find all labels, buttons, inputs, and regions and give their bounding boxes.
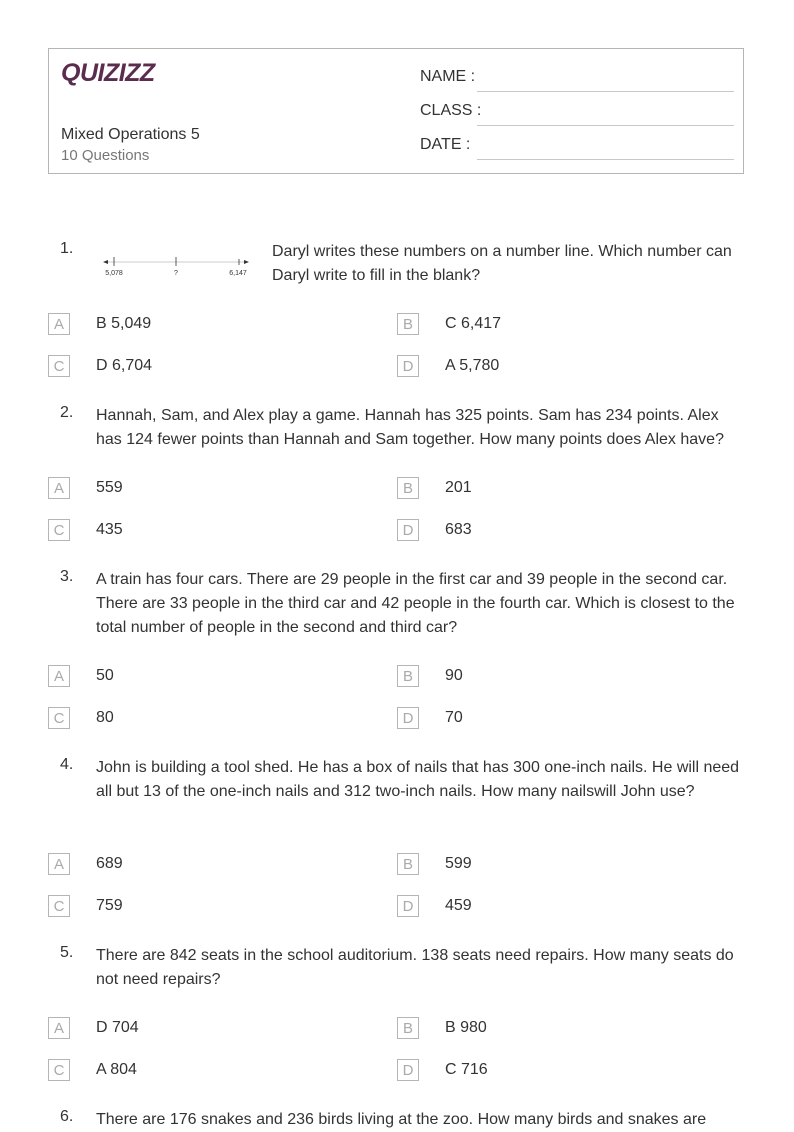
- option-letter: C: [48, 519, 70, 541]
- option-letter: A: [48, 313, 70, 335]
- worksheet-header: [48, 48, 744, 174]
- option-text: C 6,417: [445, 315, 502, 332]
- question-text: John is building a tool shed. He has a box of nails that has 300 one-inch nails. He will need all but 13 of the one-inch nails and 312 two-inch nails. How many nailswill John use?: [96, 759, 740, 800]
- option-letter: C: [48, 1059, 70, 1081]
- option-text: 80: [96, 709, 114, 726]
- option-text: A 5,780: [445, 357, 500, 374]
- option-text: 201: [445, 479, 472, 496]
- option-text: 70: [445, 709, 463, 726]
- option-text: D 6,704: [96, 357, 153, 374]
- option-text: 599: [445, 855, 472, 872]
- option-text: 689: [96, 855, 123, 872]
- option-letter: B: [397, 665, 419, 687]
- option-letter: D: [397, 519, 419, 541]
- option-letter: B: [397, 313, 419, 335]
- number-line-blank-label: ?: [174, 270, 178, 277]
- option-text: B 5,049: [96, 315, 152, 332]
- name-field[interactable]: [420, 66, 734, 92]
- option-letter: D: [397, 1059, 419, 1081]
- option-text: B 980: [445, 1019, 487, 1036]
- number-line-left-label: 5,078: [105, 270, 123, 277]
- option-text: 759: [96, 897, 123, 914]
- option-letter: A: [48, 1017, 70, 1039]
- date-field[interactable]: [420, 134, 734, 160]
- option-letter: B: [397, 853, 419, 875]
- question-number: 4.: [60, 756, 74, 773]
- option-letter: B: [397, 477, 419, 499]
- question-text: A train has four cars. There are 29 people in the first car and 39 people in the second car. There are 33 people in the third car and 42 people in the fourth car. Which is closest to the total number of people in the second and third car?: [96, 571, 735, 636]
- option-text: 90: [445, 667, 463, 684]
- question-text: There are 842 seats in the school auditorium. 138 seats need repairs. How many seats do not need repairs?: [96, 947, 734, 988]
- quizizz-logo: QUIZIZZ: [61, 59, 155, 87]
- option-letter: A: [48, 665, 70, 687]
- question-text: There are 176 snakes and 236 birds living at the zoo. How many birds and snakes are: [96, 1111, 707, 1128]
- number-line-image: [100, 242, 252, 277]
- worksheet-title: Mixed Operations 5: [61, 126, 200, 143]
- question-count: 10 Questions: [61, 147, 150, 164]
- option-text: C 716: [445, 1061, 488, 1078]
- class-field[interactable]: [420, 100, 734, 126]
- question-text: Hannah, Sam, and Alex play a game. Hannah has 325 points. Sam has 234 points. Alex has 124 fewer points than Hannah and Sam together. How many points does Alex have?: [96, 407, 724, 448]
- date-label: DATE :: [420, 136, 471, 153]
- option-letter: C: [48, 895, 70, 917]
- name-line: [477, 91, 734, 92]
- question-number: 5.: [60, 944, 74, 961]
- option-text: 459: [445, 897, 472, 914]
- option-text: 50: [96, 667, 114, 684]
- question-number: 3.: [60, 568, 74, 585]
- class-label: CLASS :: [420, 102, 482, 119]
- option-letter: D: [397, 355, 419, 377]
- option-text: D 704: [96, 1019, 139, 1036]
- question-number: 2.: [60, 404, 74, 421]
- option-letter: B: [397, 1017, 419, 1039]
- class-line: [477, 125, 734, 126]
- option-letter: C: [48, 355, 70, 377]
- question-text: Daryl writes these numbers on a number line. Which number can Daryl write to fill in the blank?: [272, 243, 732, 284]
- name-label: NAME :: [420, 68, 476, 85]
- option-letter: A: [48, 477, 70, 499]
- option-text: 559: [96, 479, 123, 496]
- option-letter: D: [397, 895, 419, 917]
- date-line: [477, 159, 734, 160]
- option-text: 435: [96, 521, 123, 538]
- number-line-right-label: 6,147: [229, 270, 247, 277]
- question-number: 1.: [60, 240, 74, 257]
- option-text: A 804: [96, 1061, 137, 1078]
- option-text: 683: [445, 521, 472, 538]
- question-number: 6.: [60, 1108, 74, 1125]
- option-letter: C: [48, 707, 70, 729]
- option-letter: A: [48, 853, 70, 875]
- option-letter: D: [397, 707, 419, 729]
